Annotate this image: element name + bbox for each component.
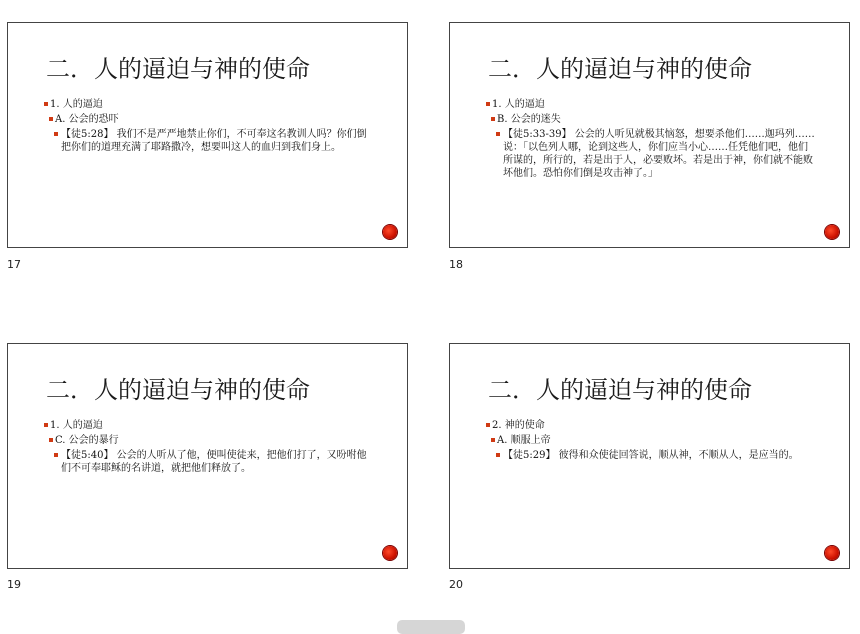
list-item: A. 公会的恐吓: [49, 113, 374, 126]
slide-body: [44, 98, 374, 156]
list-item: C. 公会的暴行: [49, 434, 374, 447]
record-dot-icon: [383, 546, 397, 560]
list-item: 【徒5:40】 公会的人听从了他，便叫使徒来，把他们打了，又吩咐他们不可奉耶稣的名讲道，就把他们释放了。: [54, 449, 374, 475]
slide-body: [486, 98, 816, 182]
slide-body: [486, 419, 816, 464]
slide-body: [44, 419, 374, 477]
slide-number: 20: [449, 578, 463, 591]
scrollbar-thumb[interactable]: [397, 620, 465, 634]
slide-title: 二．人的逼迫与神的使命: [488, 376, 752, 404]
slide-number: 18: [449, 258, 463, 271]
slide-number: 17: [7, 258, 21, 271]
slide-title: 二．人的逼迫与神的使命: [46, 376, 310, 404]
slide-title: 二．人的逼迫与神的使命: [488, 55, 752, 83]
list-item: 1. 人的逼迫: [44, 98, 374, 111]
list-item: 1. 人的逼迫: [44, 419, 374, 432]
slide-title: 二．人的逼迫与神的使命: [46, 55, 310, 83]
record-dot-icon: [383, 225, 397, 239]
list-item: 1. 人的逼迫: [486, 98, 816, 111]
list-item: 【徒5:28】 我们不是严严地禁止你们，不可奉这名教训人吗？你们倒把你们的道理充满了耶路撒冷，想要叫这人的血归到我们身上。: [54, 128, 374, 154]
list-item: 【徒5:29】 彼得和众使徒回答说，顺从神，不顺从人，是应当的。: [496, 449, 816, 462]
slide-20[interactable]: [449, 343, 850, 569]
slide-number: 19: [7, 578, 21, 591]
list-item: B. 公会的迷失: [491, 113, 816, 126]
slide-18[interactable]: [449, 22, 850, 248]
list-item: A. 顺服上帝: [491, 434, 816, 447]
slide-17[interactable]: [7, 22, 408, 248]
record-dot-icon: [825, 225, 839, 239]
slide-19[interactable]: [7, 343, 408, 569]
list-item: 2. 神的使命: [486, 419, 816, 432]
record-dot-icon: [825, 546, 839, 560]
list-item: 【徒5:33-39】 公会的人听见就极其恼怒，想要杀他们……迦玛列……说：「以色列人哪，论到这些人，你们应当小心……任凭他们吧，他们所谋的，所行的，若是出于人，必要败坏。若是出于神，你们就不能败坏他们。恐怕你们倒是攻击神了。」: [496, 128, 816, 180]
